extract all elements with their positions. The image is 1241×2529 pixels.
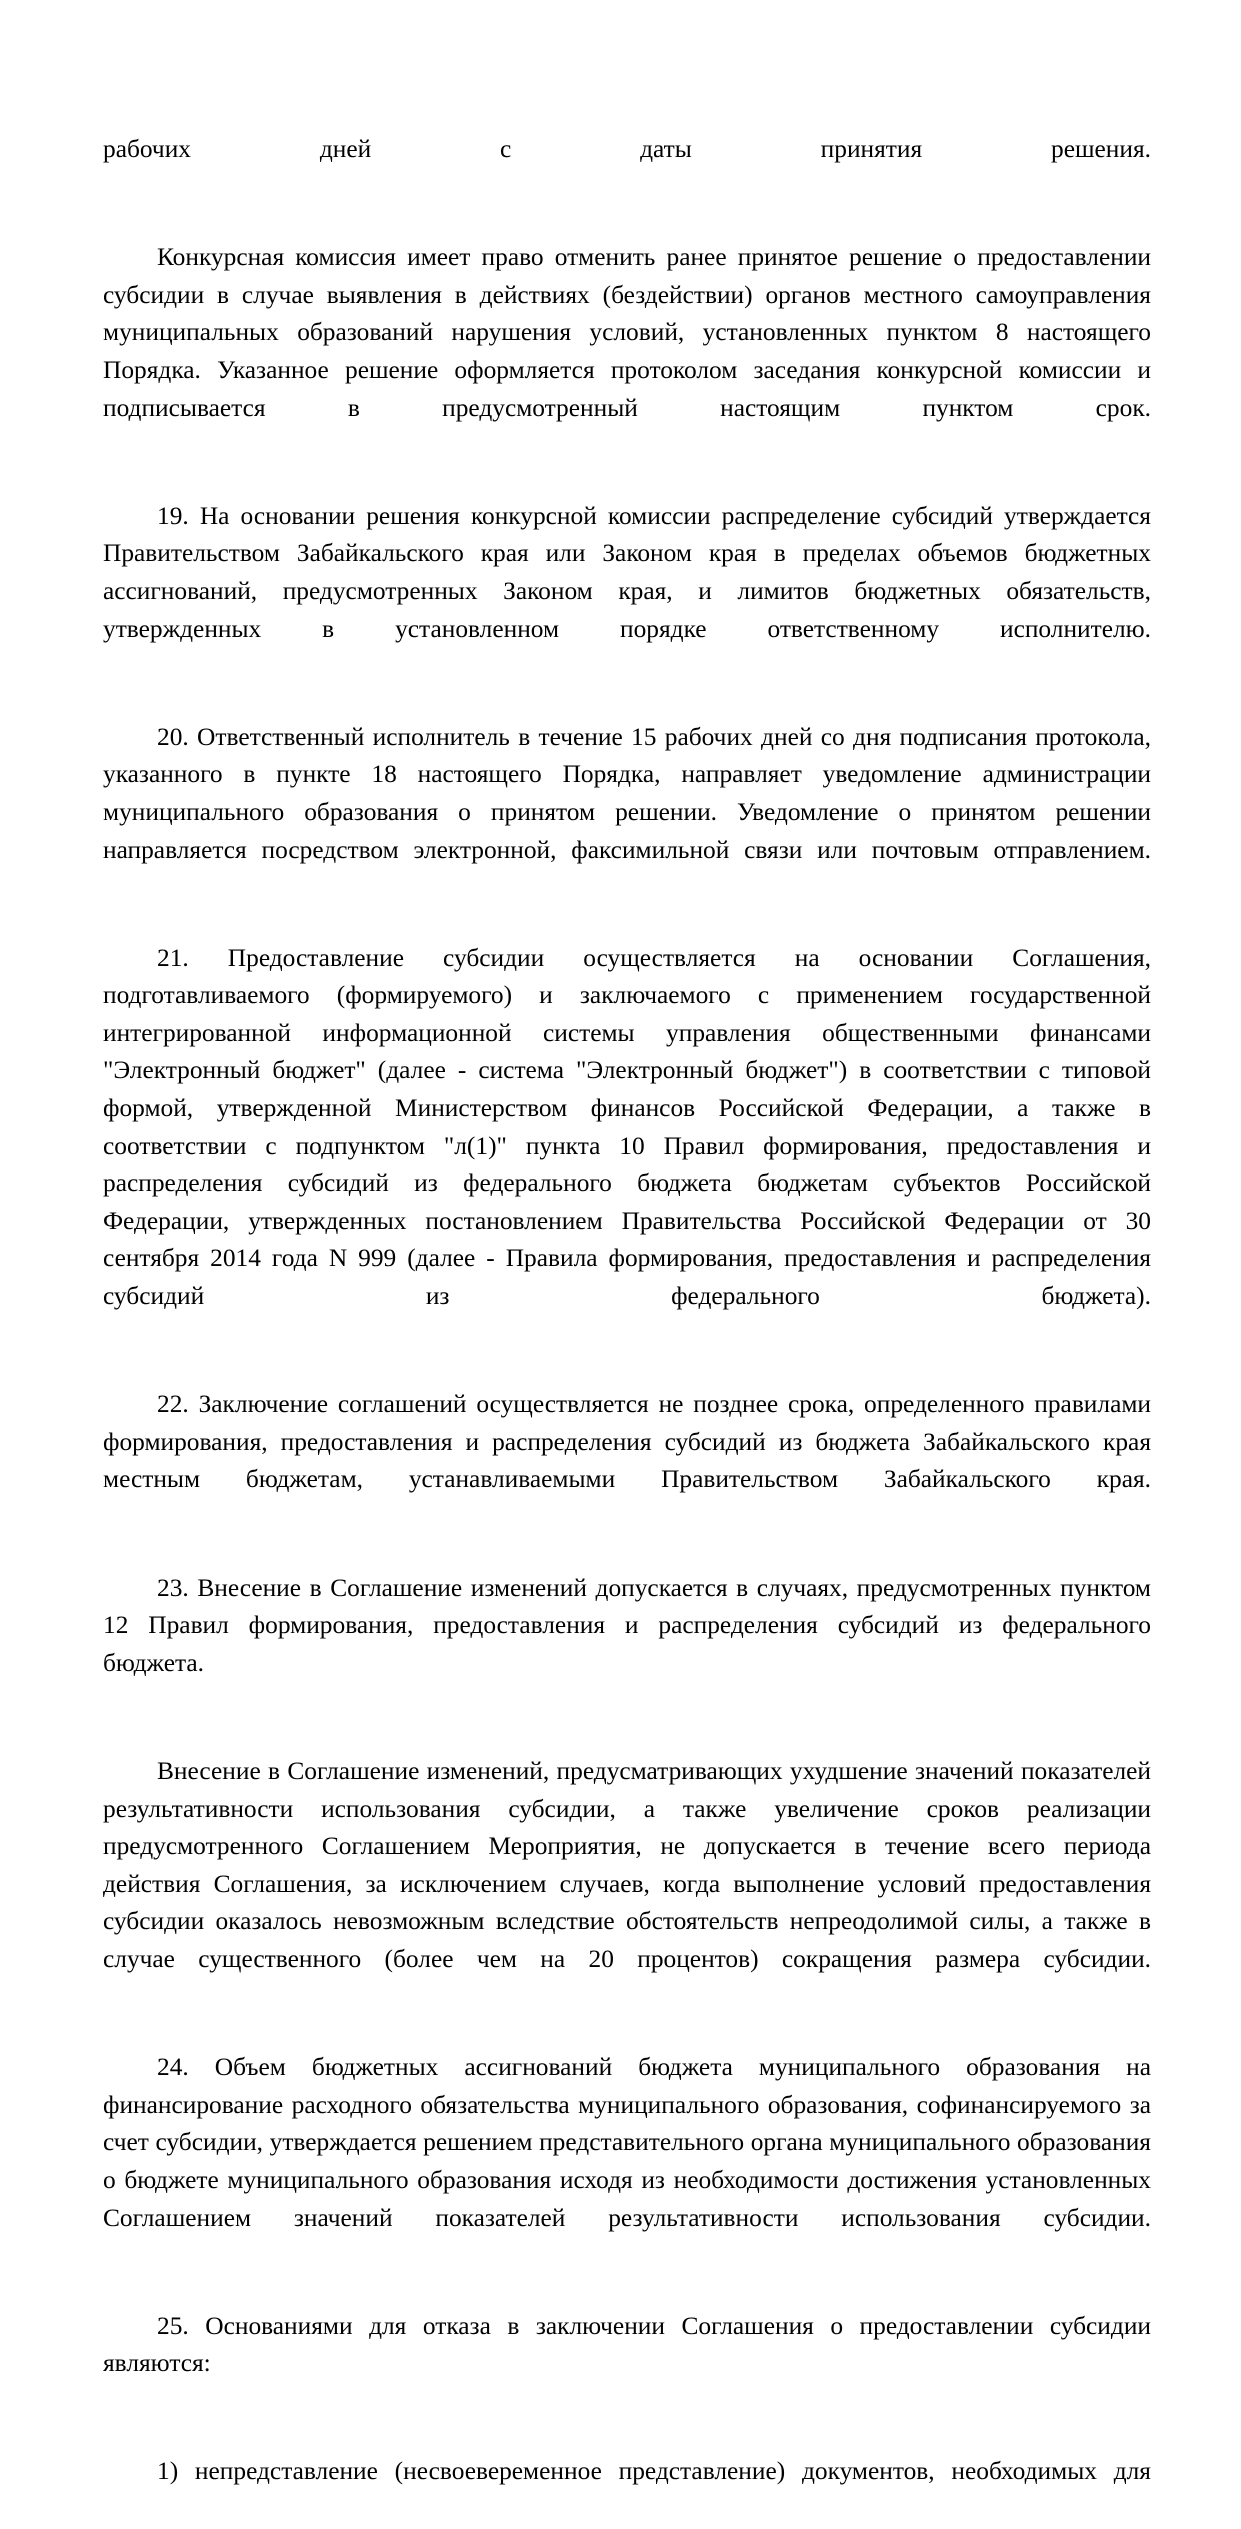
paragraph: 22. Заключение соглашений осуществляется не позднее срока, определенного правилами формирования, предоставления и распределения субсидий из бюджета Забайкальского края местным бюджетам, устанавливаемыми Правительством Забайкальского края. <box>103 1390 1151 1494</box>
paragraph: 24. Объем бюджетных ассигнований бюджета муниципального образования на финансирование расходного обязательства муниципального образования, софинансируемого за счет субсидии, утверждается решением представительного органа муниципального образования о бюджете муниципального образования исходя из необходимости достижения установленных Соглашением значений показателей результативности использования субсидии. <box>103 2053 1151 2232</box>
paragraph: 19. На основании решения конкурсной комиссии распределение субсидий утверждается Правительством Забайкальского края или Законом края в пределах объемов бюджетных ассигнований, предусмотренных Законом края, и лимитов бюджетных обязательств, утвержденных в установленном порядке ответственному исполнителю. <box>103 501 1151 643</box>
document-body <box>103 131 1151 2529</box>
paragraph: рабочих дней с даты принятия решения. <box>103 135 1151 163</box>
paragraph: 25. Основаниями для отказа в заключении Соглашения о предоставлении субсидии являются: <box>103 2311 1151 2378</box>
paragraph: 21. Предоставление субсидии осуществляется на основании Соглашения, подготавливаемого (формируемого) и заключаемого с применением государственной интегрированной информационной системы управления общественными финансами "Электронный бюджет" (далее - система "Электронный бюджет") в соответствии с типовой формой, утвержденной Министерством финансов Российской Федерации, а также в соответствии с подпунктом "л(1)" пункта 10 Правил формирования, предоставления и распределения субсидий из федерального бюджета бюджетам субъектов Российской Федерации, утвержденных постановлением Правительства Российской Федерации от 30 сентября 2014 года N 999 (далее - Правила формирования, предоставления и распределения субсидий из федерального бюджета). <box>103 943 1151 1311</box>
paragraph: 23. Внесение в Соглашение изменений допускается в случаях, предусмотренных пунктом 12 Правил формирования, предоставления и распределения субсидий из федерального бюджета. <box>103 1573 1151 1677</box>
paragraph: 20. Ответственный исполнитель в течение 15 рабочих дней со дня подписания протокола, указанного в пункте 18 настоящего Порядка, направляет уведомление администрации муниципального образования о принятом решении. Уведомление о принятом решении направляется посредством электронной, факсимильной связи или почтовым отправлением. <box>103 722 1151 864</box>
paragraph: Конкурсная комиссия имеет право отменить ранее принятое решение о предоставлении субсидии в случае выявления в действиях (бездействии) органов местного самоуправления муниципальных образований нарушения условий, установленных пунктом 8 настоящего Порядка. Указанное решение оформляется протоколом заседания конкурсной комиссии и подписывается в предусмотренный настоящим пунктом срок. <box>103 243 1151 422</box>
paragraph: 1) непредставление (несвоевеременное представление) документов, необходимых для <box>157 2457 1151 2486</box>
paragraph: Внесение в Соглашение изменений, предусматривающих ухудшение значений показателей результативности использования субсидии, а также увеличение сроков реализации предусмотренного Соглашением Мероприятия, не допускается в течение всего периода действия Соглашения, за исключением случаев, когда выполнение условий предоставления субсидии оказалось невозможным вследствие обстоятельств непреодолимой силы, а также в случае существенного (более чем на 20 процентов) сокращения размера субсидии. <box>103 1756 1151 1973</box>
